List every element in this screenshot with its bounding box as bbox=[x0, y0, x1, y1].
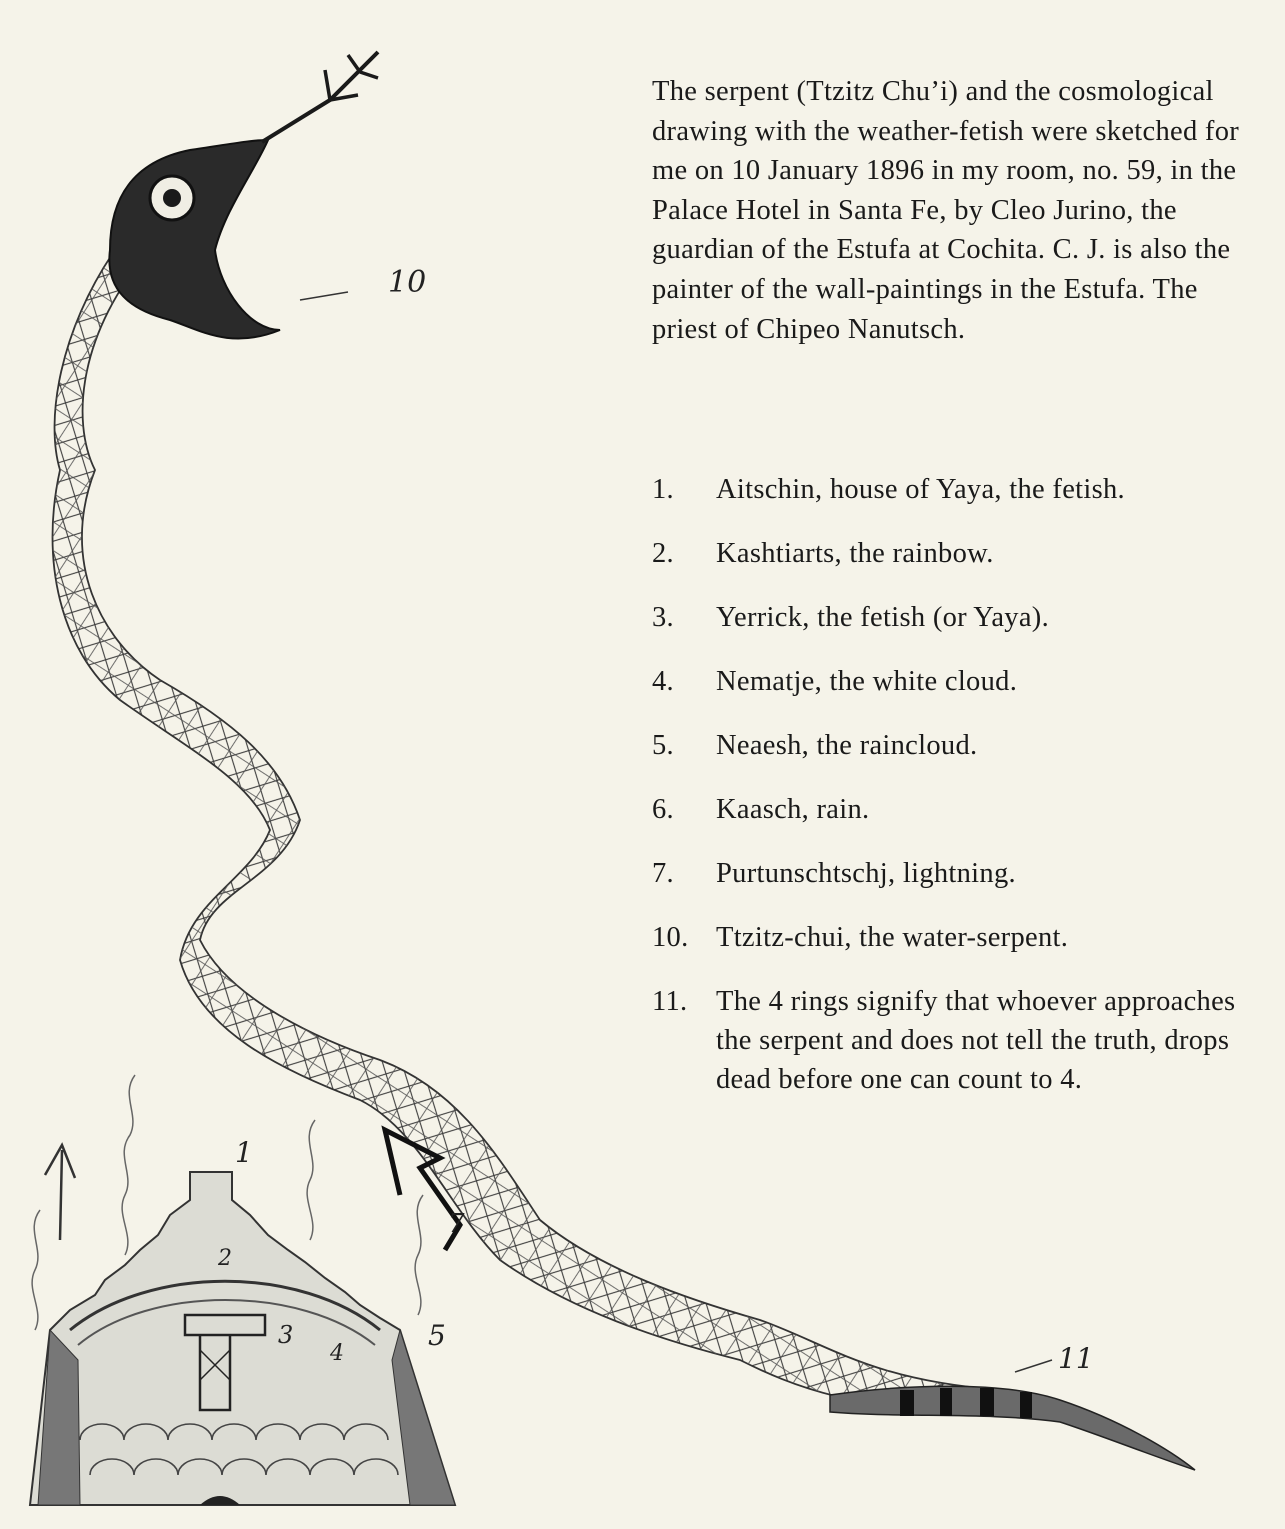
left-arrow bbox=[45, 1145, 75, 1240]
legend-text: Kaasch, rain. bbox=[716, 794, 870, 825]
label-3: 3 bbox=[278, 1321, 294, 1349]
label-4: 4 bbox=[330, 1341, 344, 1366]
label-7: 7 bbox=[448, 1209, 465, 1239]
legend-number: 4. bbox=[652, 666, 674, 697]
pointer-11 bbox=[1015, 1360, 1052, 1372]
legend-text: Ttzitz-chui, the water-serpent. bbox=[716, 922, 1069, 953]
legend-text: Neaesh, the raincloud. bbox=[716, 730, 978, 761]
legend-item bbox=[652, 854, 1272, 893]
serpent-head bbox=[109, 52, 378, 339]
legend-item bbox=[652, 790, 1272, 829]
legend-list bbox=[652, 470, 1272, 1124]
legend-text: Aitschin, house of Yaya, the fetish. bbox=[716, 474, 1125, 505]
legend-number: 7. bbox=[652, 858, 674, 889]
label-1: 1 bbox=[235, 1136, 253, 1169]
legend-number: 1. bbox=[652, 474, 674, 505]
label-11: 11 bbox=[1058, 1342, 1094, 1375]
legend-item bbox=[652, 470, 1272, 509]
legend-number: 6. bbox=[652, 794, 674, 825]
legend-item bbox=[652, 982, 1272, 1099]
label-5: 5 bbox=[428, 1319, 446, 1352]
tail-rings bbox=[830, 1386, 1195, 1470]
legend-item bbox=[652, 598, 1272, 637]
legend-text: Nematje, the white cloud. bbox=[716, 666, 1018, 697]
legend-item bbox=[652, 726, 1272, 765]
pointer-10 bbox=[300, 292, 348, 300]
label-10: 10 bbox=[388, 265, 427, 300]
intro-paragraph: The serpent (Ttzitz Chu’i) and the cosmological drawing with the weather-fetish were sketched for me on 10 January 1896 in my room, no. 59, in the Palace Hotel in Santa Fe, by Cleo Jurino, the guardian of the Estufa at Cochita. C. J. is also the painter of the wall-paintings in the Estufa. The priest of Chipeo Nanutsch. bbox=[652, 76, 1240, 345]
legend-text: Purtunschtschj, lightning. bbox=[716, 858, 1016, 889]
legend-item bbox=[652, 662, 1272, 701]
legend-number: 11. bbox=[652, 986, 688, 1017]
legend-number: 10. bbox=[652, 922, 689, 953]
legend-text: Kashtiarts, the rainbow. bbox=[716, 538, 994, 569]
aitschin-house bbox=[30, 1172, 455, 1505]
legend-item bbox=[652, 918, 1272, 957]
label-2: 2 bbox=[218, 1246, 232, 1271]
legend-text: The 4 rings signify that whoever approaches the serpent and does not tell the truth, drops dead before one can count to 4. bbox=[716, 986, 1236, 1095]
legend-number: 3. bbox=[652, 602, 674, 633]
legend-item bbox=[652, 534, 1272, 573]
legend-number: 2. bbox=[652, 538, 674, 569]
legend-number: 5. bbox=[652, 730, 674, 761]
legend-text: Yerrick, the fetish (or Yaya). bbox=[716, 602, 1050, 633]
